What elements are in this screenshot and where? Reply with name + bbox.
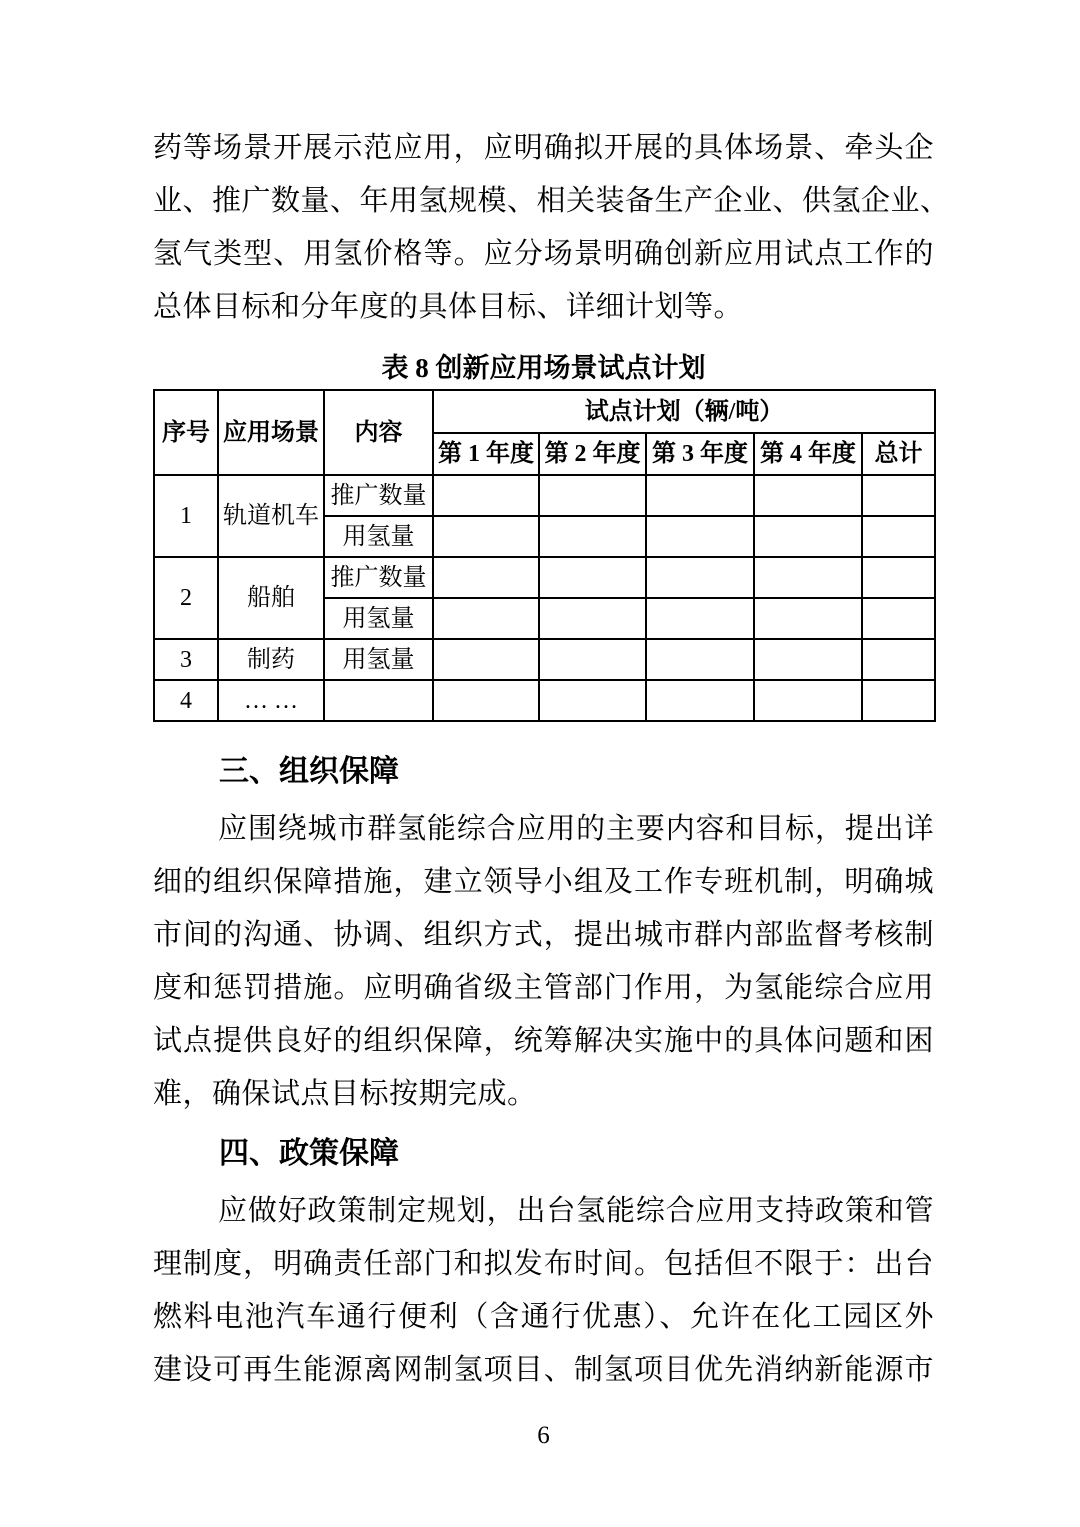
paragraph-line: 燃料电池汽车通行便利（含通行优惠）、允许在化工园区外	[153, 1301, 934, 1333]
row-index-cell: 1	[154, 475, 218, 557]
plan-value-cell	[862, 516, 935, 557]
paragraph-line: 难，确保试点目标按期完成。	[153, 1078, 537, 1110]
plan-value-cell	[433, 516, 539, 557]
paragraph-line: 度和惩罚措施。应明确省级主管部门作用，为氢能综合应用	[153, 972, 934, 1004]
plan-value-cell	[539, 475, 646, 516]
plan-value-cell	[433, 475, 539, 516]
content-cell: 推广数量	[324, 557, 433, 598]
header-cell-total: 总计	[862, 433, 935, 475]
plan-value-cell	[862, 598, 935, 639]
plan-value-cell	[539, 639, 646, 680]
row-index-cell: 4	[154, 680, 218, 721]
row-index-cell: 3	[154, 639, 218, 680]
paragraph-line: 应做好政策制定规划，出台氢能综合应用支持政策和管	[218, 1195, 934, 1227]
plan-value-cell	[862, 639, 935, 680]
scene-cell: 轨道机车	[218, 475, 324, 557]
paragraph-line: 药等场景开展示范应用，应明确拟开展的具体场景、牵头企	[153, 132, 934, 164]
plan-value-cell	[539, 680, 646, 721]
policy-paragraph	[153, 1185, 934, 1397]
content-cell	[324, 680, 433, 721]
paragraph-line: 业、推广数量、年用氢规模、相关装备生产企业、供氢企业、	[153, 185, 950, 217]
header-cell-scene: 应用场景	[218, 390, 324, 475]
paragraph-line: 细的组织保障措施，建立领导小组及工作专班机制，明确城	[153, 866, 934, 898]
header-cell-year2: 第 2 年度	[539, 433, 646, 475]
paragraph-line: 试点提供良好的组织保障，统筹解决实施中的具体问题和困	[153, 1025, 934, 1057]
scene-cell: … …	[218, 680, 324, 721]
paragraph-line: 应围绕城市群氢能综合应用的主要内容和目标，提出详	[218, 813, 934, 845]
header-cell-year4: 第 4 年度	[754, 433, 862, 475]
plan-value-cell	[754, 557, 862, 598]
section-heading-org: 三、组织保障	[219, 755, 399, 788]
plan-value-cell	[646, 557, 754, 598]
scene-cell: 制药	[218, 639, 324, 680]
intro-paragraph	[153, 122, 950, 334]
plan-value-cell	[754, 639, 862, 680]
org-paragraph	[153, 803, 934, 1121]
header-cell-content: 内容	[324, 390, 433, 475]
paragraph-line: 建设可再生能源离网制氢项目、制氢项目优先消纳新能源市	[153, 1354, 934, 1386]
plan-value-cell	[862, 680, 935, 721]
plan-value-cell	[862, 475, 935, 516]
header-cell-index: 序号	[154, 390, 218, 475]
plan-value-cell	[433, 598, 539, 639]
header-cell-year1: 第 1 年度	[433, 433, 539, 475]
plan-value-cell	[646, 516, 754, 557]
plan-value-cell	[754, 516, 862, 557]
table-title: 表 8 创新应用场景试点计划	[381, 353, 706, 383]
plan-value-cell	[754, 680, 862, 721]
plan-value-cell	[646, 639, 754, 680]
plan-value-cell	[754, 598, 862, 639]
content-cell: 用氢量	[324, 516, 433, 557]
paragraph-line: 市间的沟通、协调、组织方式，提出城市群内部监督考核制	[153, 919, 934, 951]
plan-value-cell	[862, 557, 935, 598]
plan-value-cell	[646, 598, 754, 639]
paragraph-line: 氢气类型、用氢价格等。应分场景明确创新应用试点工作的	[153, 238, 934, 270]
content-cell: 用氢量	[324, 639, 433, 680]
pilot-plan-table	[153, 389, 936, 722]
plan-value-cell	[539, 598, 646, 639]
paragraph-line: 总体目标和分年度的具体目标、详细计划等。	[153, 291, 744, 323]
scene-cell: 船舶	[218, 557, 324, 639]
row-index-cell: 2	[154, 557, 218, 639]
page-number: 6	[537, 1422, 550, 1449]
paragraph-line: 理制度，明确责任部门和拟发布时间。包括但不限于：出台	[153, 1248, 934, 1280]
plan-value-cell	[754, 475, 862, 516]
plan-value-cell	[539, 557, 646, 598]
plan-value-cell	[433, 639, 539, 680]
content-cell: 用氢量	[324, 598, 433, 639]
section-heading-policy: 四、政策保障	[219, 1137, 399, 1170]
plan-value-cell	[646, 475, 754, 516]
header-cell-year3: 第 3 年度	[646, 433, 754, 475]
plan-value-cell	[433, 557, 539, 598]
plan-value-cell	[539, 516, 646, 557]
plan-value-cell	[646, 680, 754, 721]
plan-value-cell	[433, 680, 539, 721]
header-cell-plan-group: 试点计划（辆/吨）	[433, 390, 935, 433]
content-cell: 推广数量	[324, 475, 433, 516]
